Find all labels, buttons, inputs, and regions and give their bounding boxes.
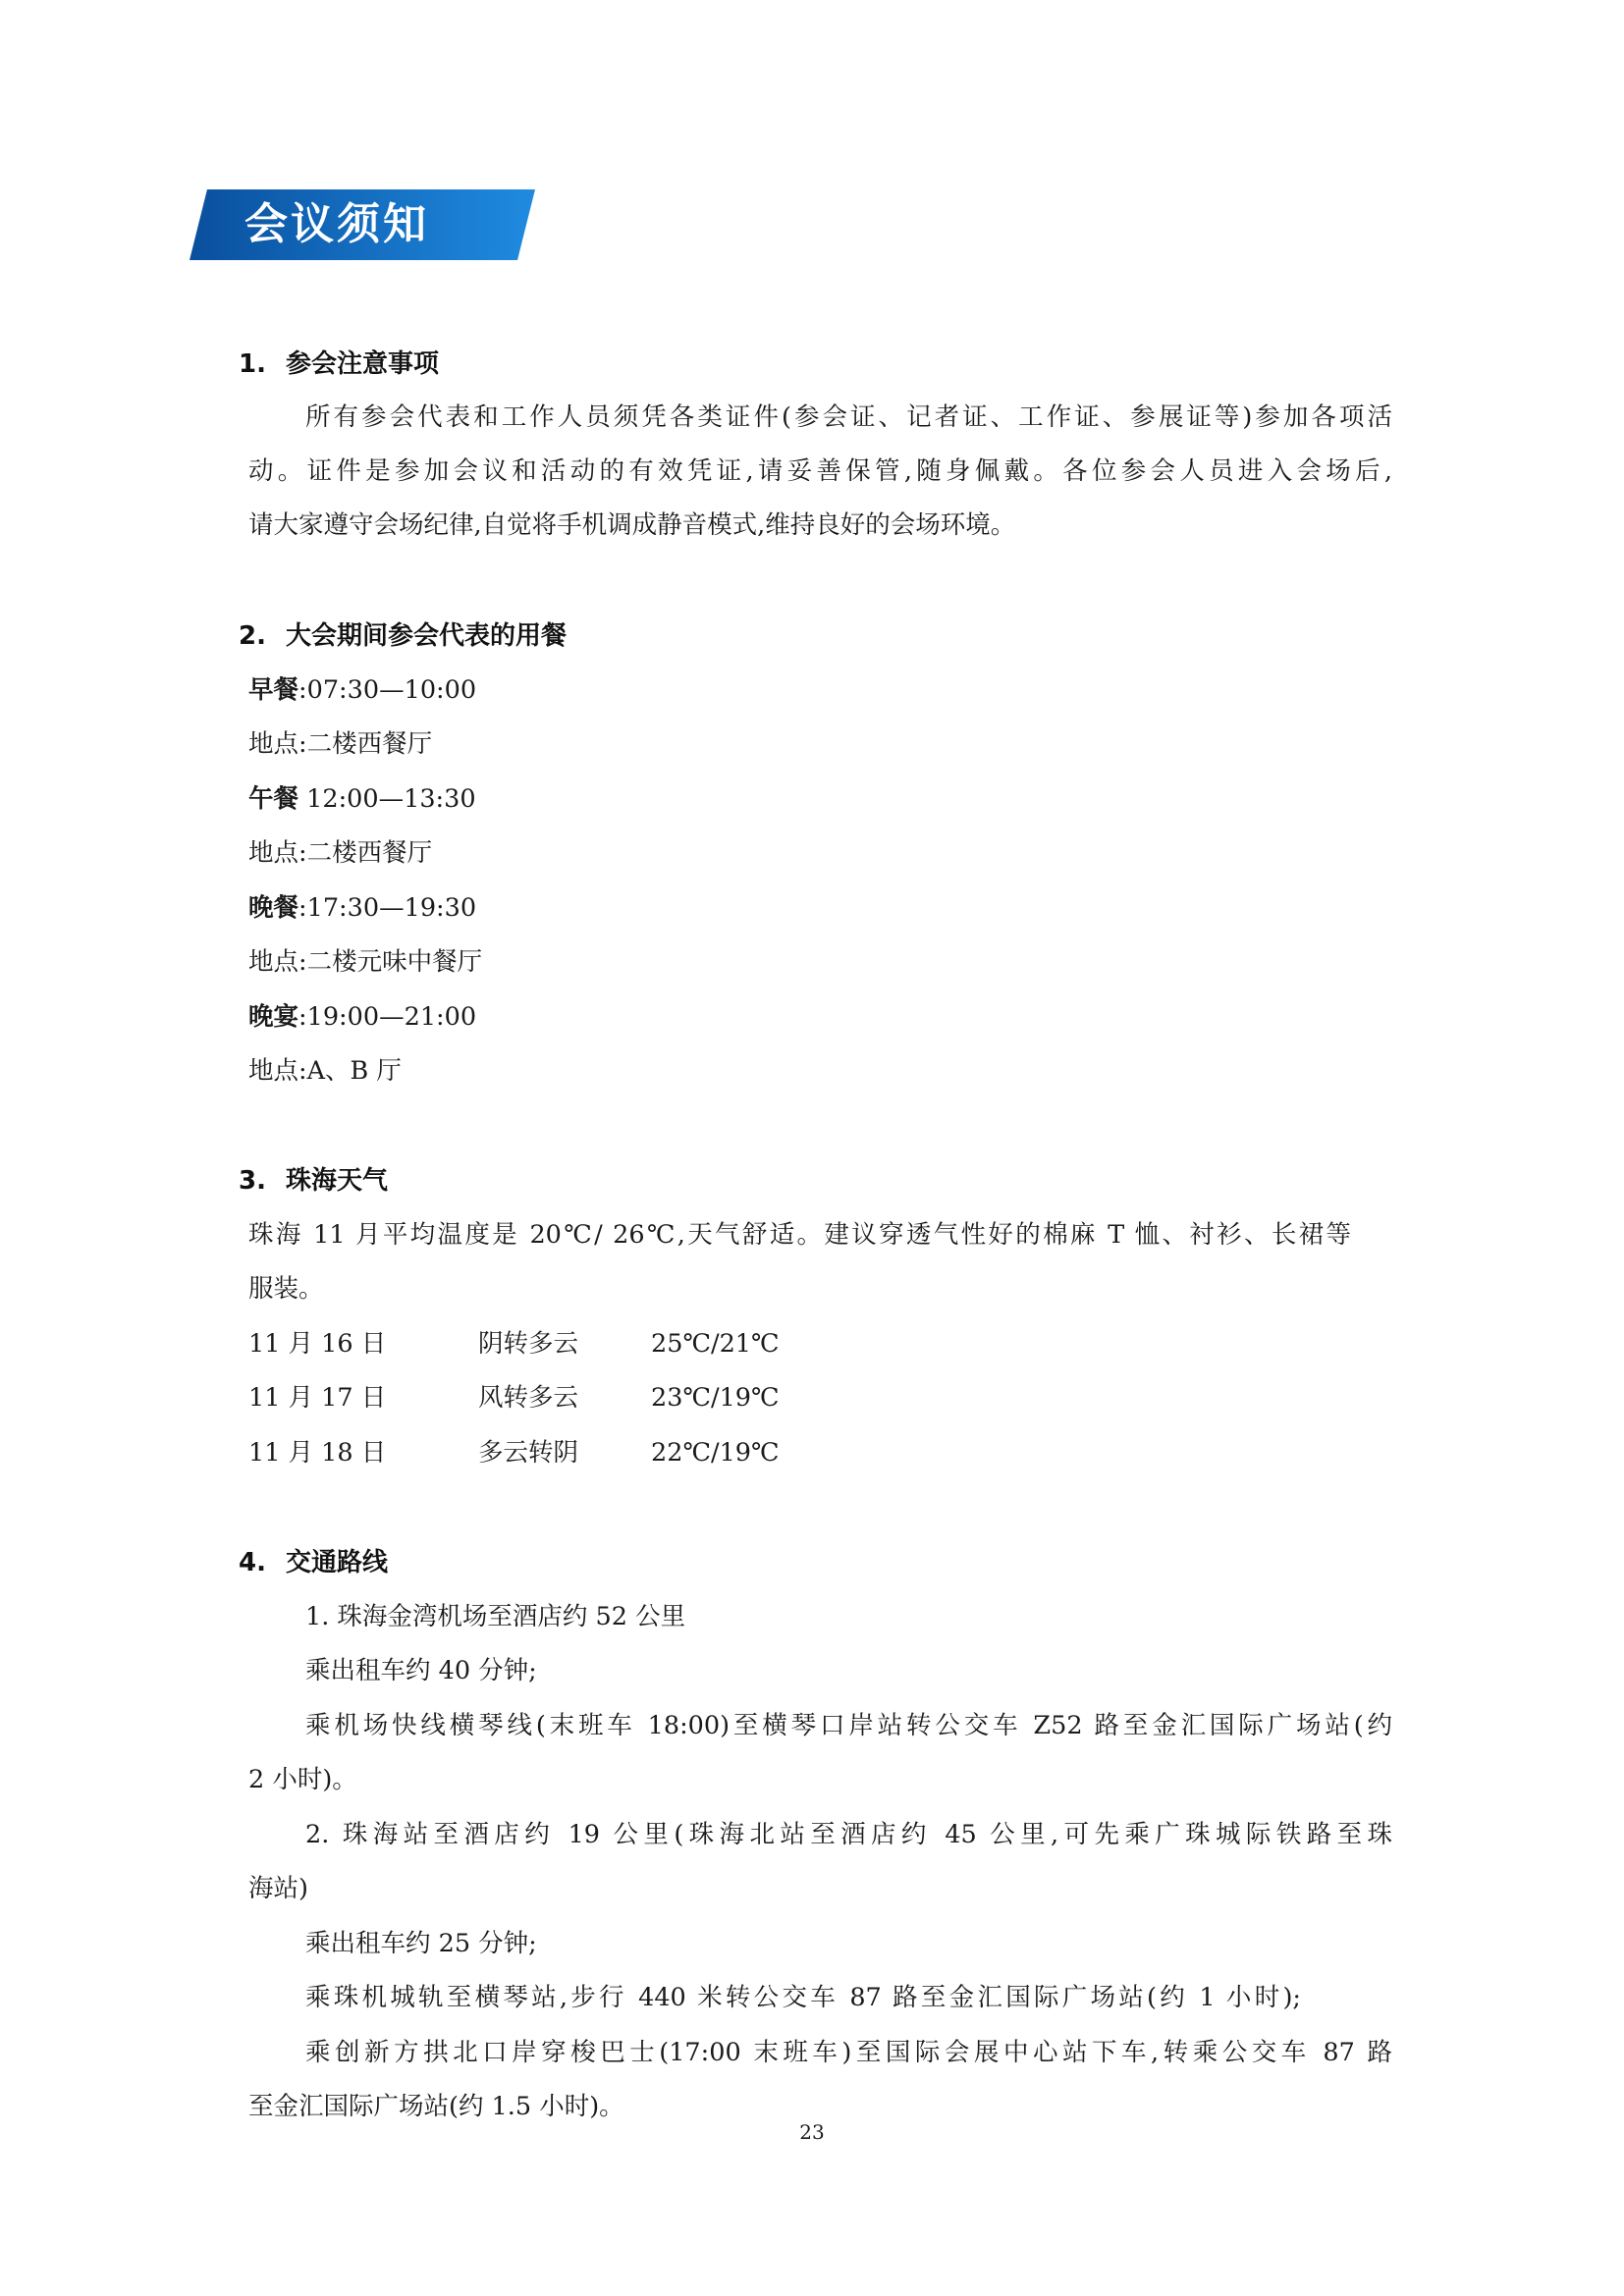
meal-time bbox=[248, 888, 476, 928]
section-heading-4 bbox=[239, 1543, 388, 1582]
section-number: 1. bbox=[239, 349, 266, 379]
forecast-date: 11 月 16 日 bbox=[248, 1329, 387, 1359]
paragraph-line: 动。证件是参加会议和活动的有效凭证,请妥善保管,随身佩戴。各位参会人员进入会场后, bbox=[248, 456, 1392, 486]
paragraph-line: 珠海 11 月平均温度是 20℃/ 26℃,天气舒适。建议穿透气性好的棉麻 T 恤、衬衫、长裙等 bbox=[248, 1220, 1351, 1250]
paragraph-line: 乘珠机城轨至横琴站,步行 440 米转公交车 87 路至金汇国际广场站(约 1 小时); bbox=[305, 1983, 1301, 2012]
meal-time-value: :19:00—21:00 bbox=[298, 1002, 477, 1032]
paragraph-line: 海站) bbox=[248, 1874, 308, 1903]
meal-label: 午餐 bbox=[248, 784, 299, 814]
page-number: 23 bbox=[799, 2120, 825, 2144]
section-title: 大会期间参会代表的用餐 bbox=[285, 621, 567, 651]
forecast-temp: 23℃/19℃ bbox=[651, 1383, 780, 1413]
forecast-temp: 25℃/21℃ bbox=[651, 1329, 780, 1359]
page-title: 会议须知 bbox=[244, 199, 429, 249]
section-number: 3. bbox=[239, 1166, 266, 1196]
meal-time-value: :07:30—10:00 bbox=[298, 675, 477, 705]
paragraph-line: 2. 珠海站至酒店约 19 公里(珠海北站至酒店约 45 公里,可先乘广珠城际铁路至珠 bbox=[305, 1820, 1392, 1849]
paragraph-line: 乘出租车约 25 分钟; bbox=[305, 1929, 537, 1958]
meal-place: 地点:二楼西餐厅 bbox=[248, 729, 433, 759]
paragraph-line: 2 小时)。 bbox=[248, 1765, 357, 1794]
forecast-temp: 22℃/19℃ bbox=[651, 1438, 780, 1468]
meal-time-value: :17:30—19:30 bbox=[298, 893, 477, 923]
meal-place: 地点:A、B 厅 bbox=[248, 1056, 402, 1086]
paragraph-line: 1. 珠海金湾机场至酒店约 52 公里 bbox=[305, 1602, 686, 1631]
section-heading-2 bbox=[239, 616, 567, 656]
section-title: 交通路线 bbox=[285, 1548, 388, 1577]
forecast-weather: 风转多云 bbox=[478, 1383, 579, 1413]
meal-time-value: 12:00—13:30 bbox=[298, 784, 476, 814]
meal-place: 地点:二楼元味中餐厅 bbox=[248, 947, 483, 977]
paragraph-line: 至金汇国际广场站(约 1.5 小时)。 bbox=[248, 2092, 624, 2121]
meal-label: 早餐 bbox=[248, 675, 299, 705]
section-heading-1 bbox=[239, 345, 439, 384]
forecast-date: 11 月 18 日 bbox=[248, 1438, 387, 1468]
paragraph-line: 乘机场快线横琴线(末班车 18:00)至横琴口岸站转公交车 Z52 路至金汇国际广场站(约 bbox=[305, 1711, 1392, 1740]
section-title: 珠海天气 bbox=[285, 1166, 388, 1196]
section-number: 4. bbox=[239, 1548, 266, 1577]
meal-label: 晚宴 bbox=[248, 1002, 299, 1032]
forecast-weather: 多云转阴 bbox=[478, 1438, 579, 1468]
meal-time bbox=[248, 997, 476, 1037]
section-banner bbox=[189, 189, 535, 260]
paragraph-line: 请大家遵守会场纪律,自觉将手机调成静音模式,维持良好的会场环境。 bbox=[248, 510, 1016, 540]
meal-label: 晚餐 bbox=[248, 893, 299, 923]
meal-place: 地点:二楼西餐厅 bbox=[248, 838, 433, 868]
paragraph-line: 乘创新方拱北口岸穿梭巴士(17:00 末班车)至国际会展中心站下车,转乘公交车 87 路 bbox=[305, 2038, 1392, 2067]
paragraph-line: 所有参会代表和工作人员须凭各类证件(参会证、记者证、工作证、参展证等)参加各项活 bbox=[305, 402, 1392, 432]
section-number: 2. bbox=[239, 621, 266, 651]
meal-time bbox=[248, 779, 476, 819]
paragraph-line: 服装。 bbox=[248, 1274, 324, 1304]
section-heading-3 bbox=[239, 1161, 388, 1201]
meal-time bbox=[248, 670, 476, 710]
forecast-date: 11 月 17 日 bbox=[248, 1383, 387, 1413]
forecast-weather: 阴转多云 bbox=[478, 1329, 579, 1359]
section-title: 参会注意事项 bbox=[285, 349, 439, 379]
paragraph-line: 乘出租车约 40 分钟; bbox=[305, 1656, 537, 1685]
